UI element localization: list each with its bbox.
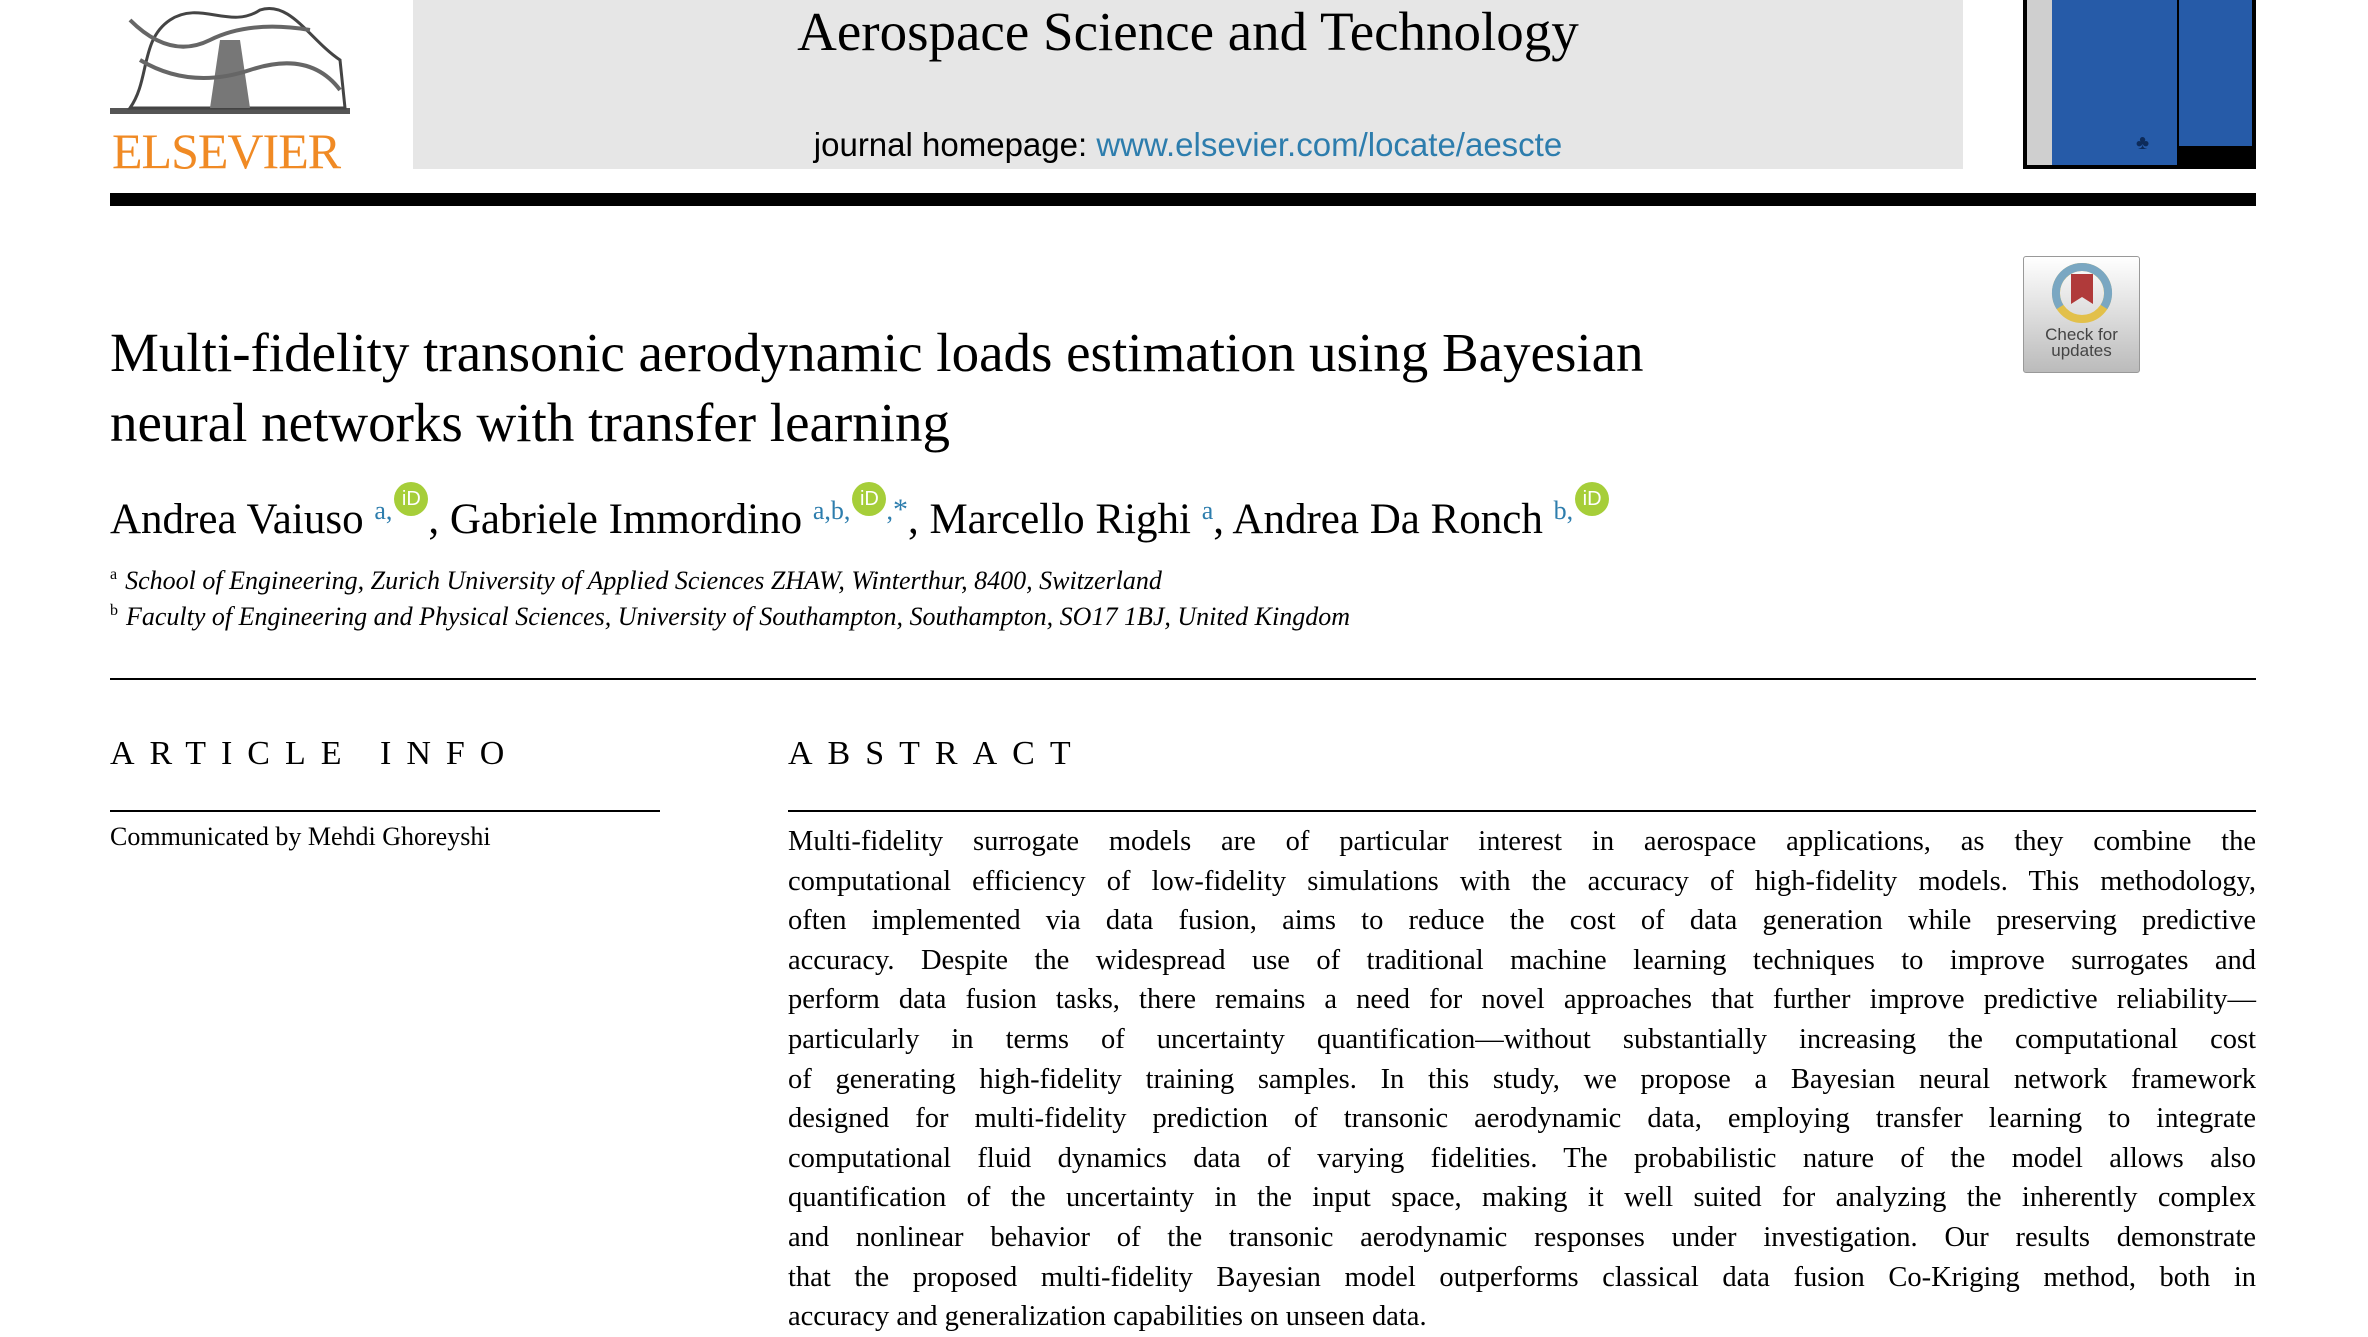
- abstract-line: accuracy. Despite the widespread use of traditional machine learning techniques to improve surrogates and: [788, 944, 2256, 976]
- author-name[interactable]: Gabriele Immordino: [449, 496, 803, 543]
- abstract-line: computational fluid dynamics data of varying fidelities. The probabilistic nature of the model allows also: [788, 1142, 2256, 1174]
- abstract-line: designed for multi-fidelity prediction of transonic aerodynamic data, employing transfer learning to integrate: [788, 1103, 2256, 1135]
- journal-cover-image[interactable]: [2023, 0, 2256, 169]
- journal-header: [413, 0, 1963, 169]
- affiliation-marker[interactable]: a,b,: [812, 496, 851, 525]
- orcid-icon[interactable]: iD: [852, 482, 886, 516]
- author-name[interactable]: Marcello Righi: [929, 496, 1191, 543]
- abstract-line: often implemented via data fusion, aims to reduce the cost of data generation while preserving predictive: [788, 905, 2256, 937]
- journal-homepage: [413, 126, 1963, 164]
- check-for-updates-button[interactable]: [2023, 256, 2140, 373]
- elsevier-wordmark: ELSEVIER: [112, 123, 341, 179]
- affiliation-b: $^b$ Faculty of Engineering and Physical Sciences, University of Southampton, Southampton, SO17 1BJ, United Kingdom: [110, 602, 1350, 631]
- homepage-label: journal homepage:: [813, 126, 1088, 163]
- title-line: neural networks with transfer learning: [110, 392, 950, 453]
- header-divider: [110, 193, 2256, 206]
- crossmark-icon: [2051, 262, 2113, 324]
- abstract-line: particularly in terms of uncertainty quantification—without substantially increasing the computational cost: [788, 1023, 2256, 1055]
- homepage-link[interactable]: www.elsevier.com/locate/aescte: [1096, 126, 1563, 163]
- affiliation-marker[interactable]: b,: [1553, 496, 1574, 525]
- abstract-line: Multi-fidelity surrogate models are of particular interest in aerospace applications, as they combine the: [788, 826, 2256, 857]
- title-line: Multi-fidelity transonic aerodynamic loads estimation using Bayesian: [110, 322, 1644, 383]
- article-info-heading: ARTICLE INFO: [110, 735, 520, 772]
- abstract-line: computational efficiency of low-fidelity simulations with the accuracy of high-fidelity models. This methodology,: [788, 865, 2256, 897]
- article-title: [110, 318, 1910, 458]
- affiliation-marker[interactable]: a,: [374, 496, 393, 525]
- section-divider: [110, 678, 2256, 680]
- author-name[interactable]: Andrea Vaiuso: [110, 496, 364, 543]
- affiliation-marker[interactable]: a: [1201, 496, 1214, 525]
- orcid-icon[interactable]: iD: [394, 482, 428, 516]
- abstract-heading: ABSTRACT: [788, 735, 1086, 772]
- affiliation-a: $^a$ School of Engineering, Zurich University of Applied Sciences ZHAW, Winterthur, 8400, Switzerland: [110, 566, 1162, 595]
- check-for-updates-label: Check for updates: [2045, 325, 2118, 360]
- abstract-line: perform data fusion tasks, there remains a need for novel approaches that further improve predictive reliability—: [788, 984, 2256, 1016]
- communicated-by: Communicated by Mehdi Ghoreyshi: [110, 822, 491, 851]
- abstract-text: [788, 822, 2256, 1337]
- journal-title: Aerospace Science and Technology: [797, 1, 1579, 62]
- abstract-line: and nonlinear behavior of the transonic aerodynamic responses under investigation. Our results demonstrate: [788, 1221, 2256, 1253]
- elsevier-mini-logo-icon: ♣: [2136, 132, 2150, 154]
- corresponding-author-marker[interactable]: *: [892, 493, 908, 526]
- author-list: Andrea Vaiuso $^{a,}$ iD , Gabriele Immordino $^{a,b,}$ iD ,*, Marcello Righi $^a$, Andrea Da Ronch $^{b,}$ iD: [110, 482, 1609, 544]
- abstract-line: accuracy and generalization capabilities on unseen data.: [788, 1301, 1427, 1333]
- abstract-line: quantification of the uncertainty in the input space, making it well suited for analyzing the inherently complex: [788, 1182, 2256, 1214]
- abstract-divider: [788, 810, 2256, 812]
- author-name[interactable]: Andrea Da Ronch: [1232, 496, 1543, 543]
- abstract-line: that the proposed multi-fidelity Bayesian model outperforms classical data fusion Co-Kriging method, both in: [788, 1261, 2256, 1293]
- article-info-divider: [110, 810, 660, 812]
- orcid-icon[interactable]: iD: [1575, 482, 1609, 516]
- abstract-line: of generating high-fidelity training samples. In this study, we propose a Bayesian neural network framework: [788, 1063, 2256, 1095]
